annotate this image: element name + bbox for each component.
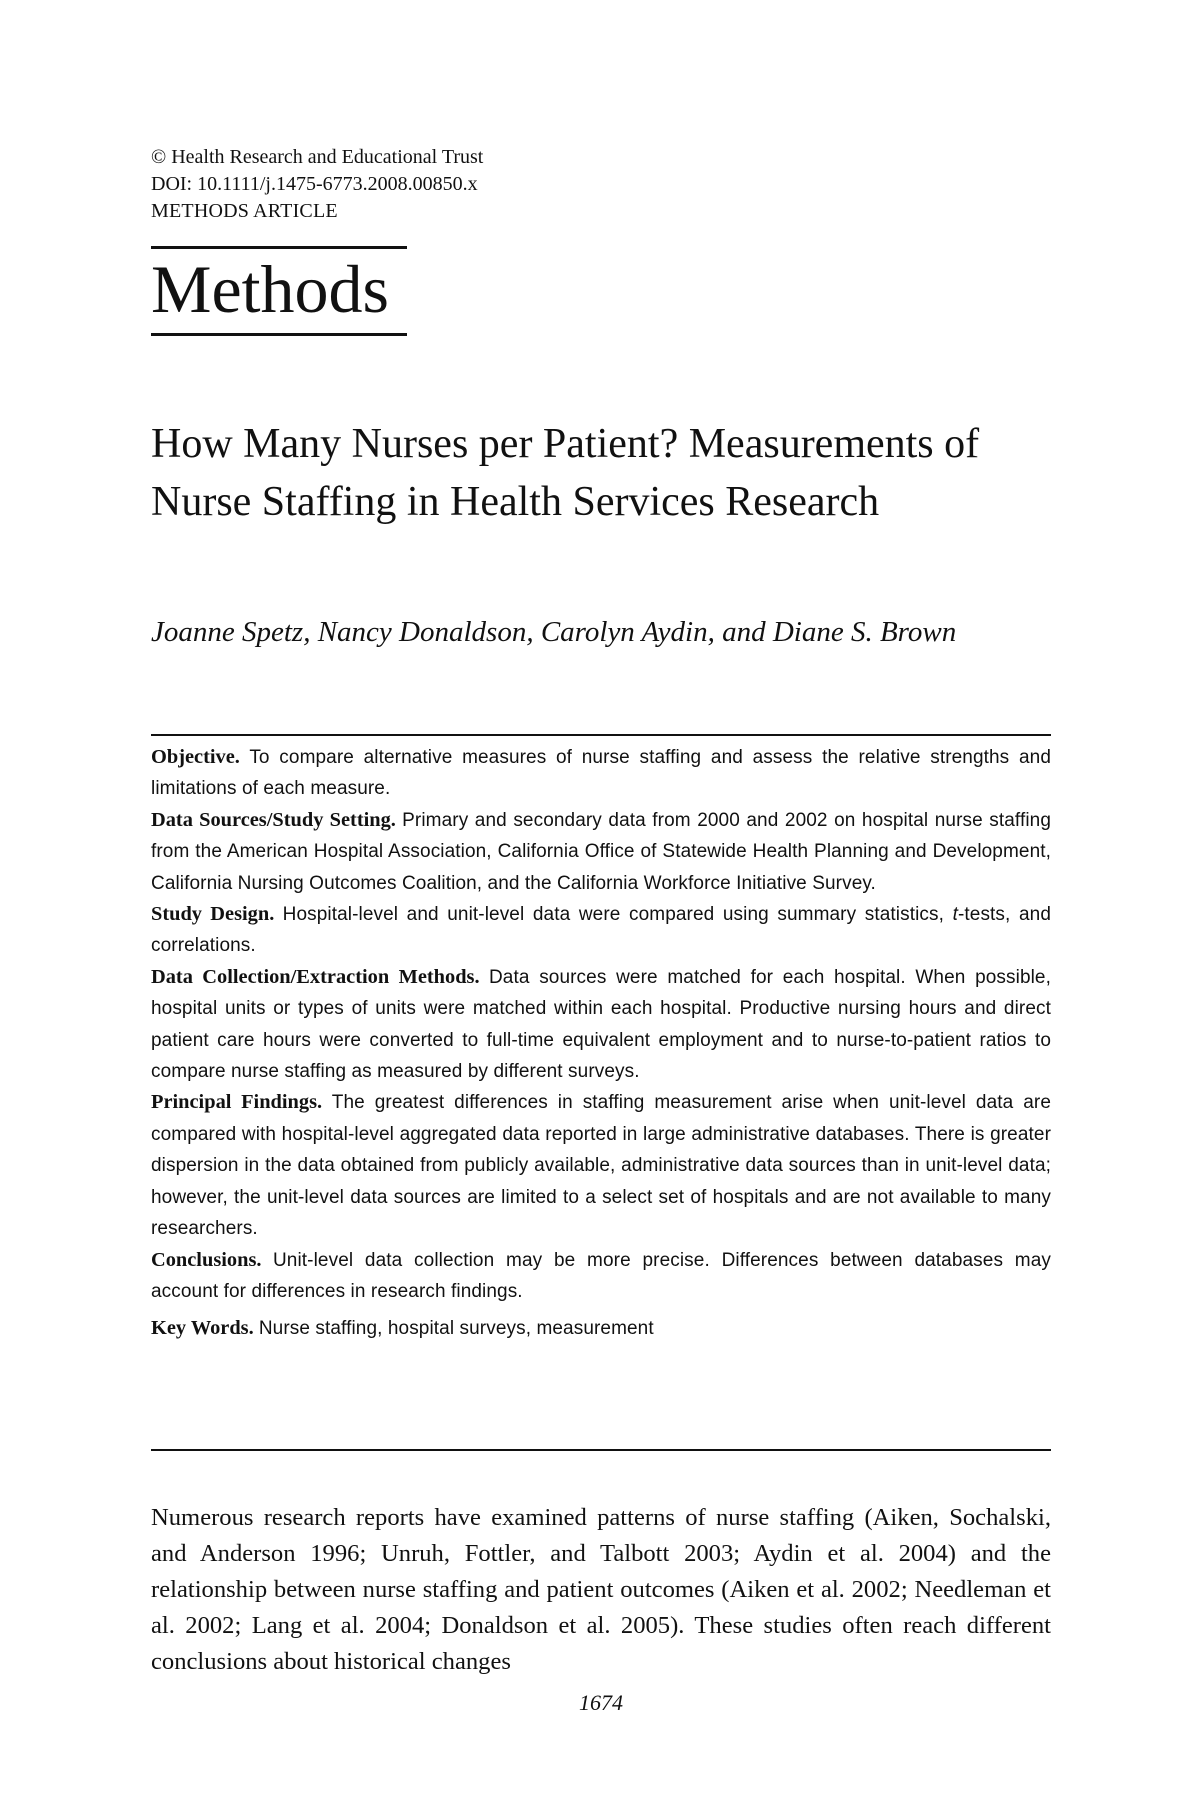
abstract-data-collection	[151, 962, 1051, 1088]
study-design-text-before: Hospital-level and unit-level data were compared using summary statistics,	[282, 904, 953, 926]
abstract-rule-bottom	[151, 1449, 1051, 1451]
keywords-label: Key Words.	[151, 1317, 254, 1340]
article-metadata	[151, 144, 483, 225]
abstract-data-sources	[151, 805, 1051, 899]
section-rule-bottom	[151, 333, 407, 336]
doi-line: DOI: 10.1111/j.1475-6773.2008.00850.x	[151, 173, 478, 195]
body-paragraph: Numerous research reports have examined patterns of nurse staffing (Aiken, Sochalski, and Anderson 1996; Unruh, Fottler, and Talbott 2003; Aydin et al. 2004) and the relationship between nurse staffing and patient outcomes (Aiken et al. 2002; Needleman et al. 2002; Lang et al. 2004; Donaldson et al. 2005). These studies often reach different conclusions about historical changes	[151, 1504, 1051, 1675]
abstract	[151, 742, 1051, 1345]
study-design-label: Study Design.	[151, 903, 275, 926]
data-collection-label: Data Collection/Extraction Methods.	[151, 965, 480, 988]
paper-title: How Many Nurses per Patient? Measurements of Nurse Staffing in Health Services Research	[151, 421, 980, 525]
section-title: Methods	[151, 251, 389, 327]
keywords-text: Nurse staffing, hospital surveys, measurement	[258, 1318, 654, 1340]
data-sources-label: Data Sources/Study Setting.	[151, 808, 396, 831]
copyright-line: © Health Research and Educational Trust	[151, 146, 484, 168]
abstract-objective	[151, 742, 1051, 805]
abstract-rule-top	[151, 734, 1051, 736]
conclusions-text: Unit-level data collection may be more precise. Differences between databases may account for differences in research findings.	[151, 1249, 1051, 1302]
objective-label: Objective.	[151, 746, 240, 768]
data-collection-text: Data sources were matched for each hospital. When possible, hospital units or types of units were matched within each hospital. Productive nursing hours and direct patient care hours were converted to full-time equivalent employment and to nurse-to-patient ratios to compare nurse staffing as measured by different surveys.	[151, 966, 1051, 1083]
abstract-conclusions	[151, 1245, 1051, 1308]
author-list: Joanne Spetz, Nancy Donaldson, Carolyn Aydin, and Diane S. Brown	[151, 616, 957, 648]
findings-label: Principal Findings.	[151, 1091, 323, 1114]
abstract-keywords	[151, 1313, 1051, 1344]
article-type: METHODS ARTICLE	[151, 200, 338, 222]
study-design-t-italic: t	[952, 904, 958, 926]
page-number: 1674	[579, 1690, 623, 1715]
abstract-study-design	[151, 899, 1051, 962]
paper-page	[151, 0, 1051, 1800]
objective-text: To compare alternative measures of nurse staffing and assess the relative strengths and limitations of each measure.	[151, 747, 1051, 800]
study-design-text-after: -tests, and correlations.	[151, 904, 1051, 957]
study-design-text	[151, 904, 1051, 956]
findings-text: The greatest differences in staffing measurement arise when unit-level data are compared with hospital-level aggregated data reported in large administrative databases. There is greater dispersion in the data obtained from publicly available, administrative data sources than in unit-level data; however, the unit-level data sources are limited to a select set of hospitals and are not available to many researchers.	[151, 1092, 1051, 1240]
data-sources-text: Primary and secondary data from 2000 and 2002 on hospital nurse staffing from the American Hospital Association, California Office of Statewide Health Planning and Development, California Nursing Outcomes Coalition, and the California Workforce Initiative Survey.	[151, 809, 1051, 894]
abstract-findings	[151, 1087, 1051, 1244]
conclusions-label: Conclusions.	[151, 1248, 262, 1271]
